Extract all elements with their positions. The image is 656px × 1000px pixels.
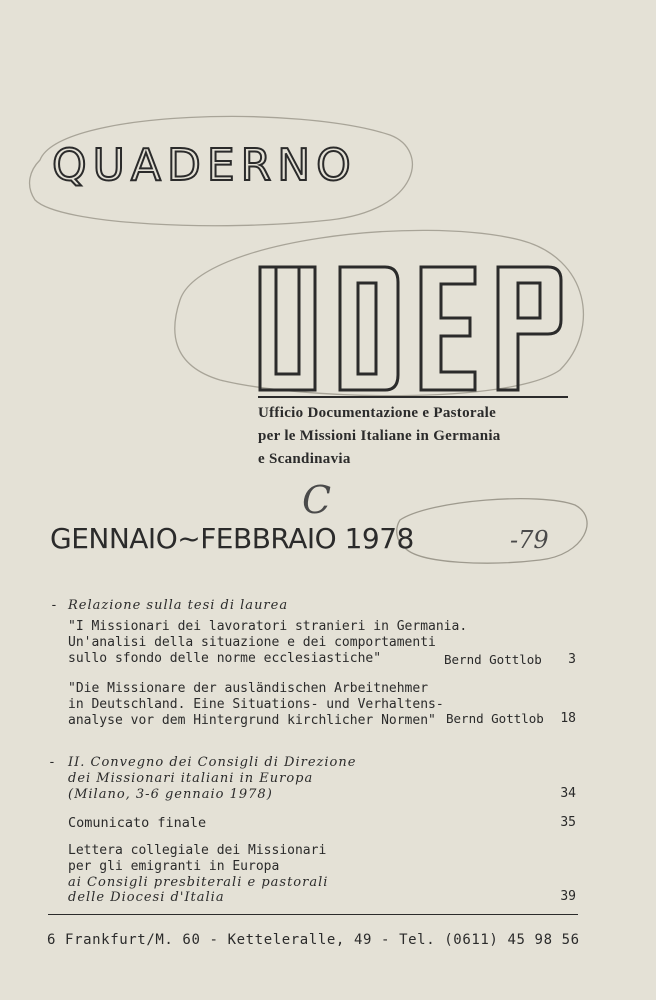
comunicato-title: Comunicato finale	[68, 815, 207, 831]
subtitle-line-3: e Scandinavia	[258, 451, 351, 467]
lettera-line-2: per gli emigranti in Europa	[68, 859, 280, 874]
section2-page: 34	[560, 786, 576, 801]
quaderno-title: QUADERNO	[52, 140, 357, 191]
section2-line-1: II. Convegno dei Consigli di Direzione	[68, 755, 357, 770]
comunicato-page: 35	[560, 815, 576, 830]
udep-logo	[258, 262, 568, 396]
handwritten-year-suffix: -79	[510, 526, 549, 554]
footer-rule	[48, 914, 578, 915]
subtitle-line-1: Ufficio Documentazione e Pastorale	[258, 405, 497, 421]
bullet-dash: -	[48, 755, 56, 770]
entry2-line-3: analyse vor dem Hintergrund kirchlicher Normen"	[68, 713, 436, 728]
entry1-line-3: sullo sfondo delle norme ecclesiastiche"	[68, 651, 382, 666]
logo-underline	[258, 396, 568, 398]
entry2-line-1: "Die Missionare der ausländischen Arbeitnehmer	[68, 681, 429, 696]
section2-line-2: dei Missionari italiani in Europa	[68, 771, 314, 786]
lettera-line-3: ai Consigli presbiterali e pastorali	[68, 875, 329, 890]
section2-line-3: (Milano, 3-6 gennaio 1978)	[68, 787, 273, 802]
office-subtitle	[258, 402, 501, 471]
bullet-dash: -	[50, 598, 58, 613]
section1-heading: Relazione sulla tesi di laurea	[68, 598, 289, 613]
lettera-line-1: Lettera collegiale dei Missionari	[68, 843, 327, 858]
lettera-page: 39	[560, 889, 576, 904]
entry1-page: 3	[568, 652, 576, 667]
subtitle-line-2: per le Missioni Italiane in Germania	[258, 428, 501, 444]
handwritten-mark: C	[302, 478, 332, 522]
lettera-line-4: delle Diocesi d'Italia	[68, 890, 225, 905]
entry1-line-1: "I Missionari dei lavoratori stranieri in Germania.	[68, 619, 468, 634]
entry2-line-2: in Deutschland. Eine Situations- und Verhaltens-	[68, 697, 444, 712]
entry2-page: 18	[560, 711, 576, 726]
entry2-author: Bernd Gottlob	[446, 711, 544, 726]
footer-address: 6 Frankfurt/M. 60 - Ketteleralle, 49 - Tel. (0611) 45 98 56	[47, 932, 580, 948]
entry1-line-2: Un'analisi della situazione e dei comportamenti	[68, 635, 436, 650]
entry1-author: Bernd Gottlob	[444, 652, 542, 667]
issue-date: GENNAIO~FEBBRAIO 1978	[50, 522, 414, 555]
